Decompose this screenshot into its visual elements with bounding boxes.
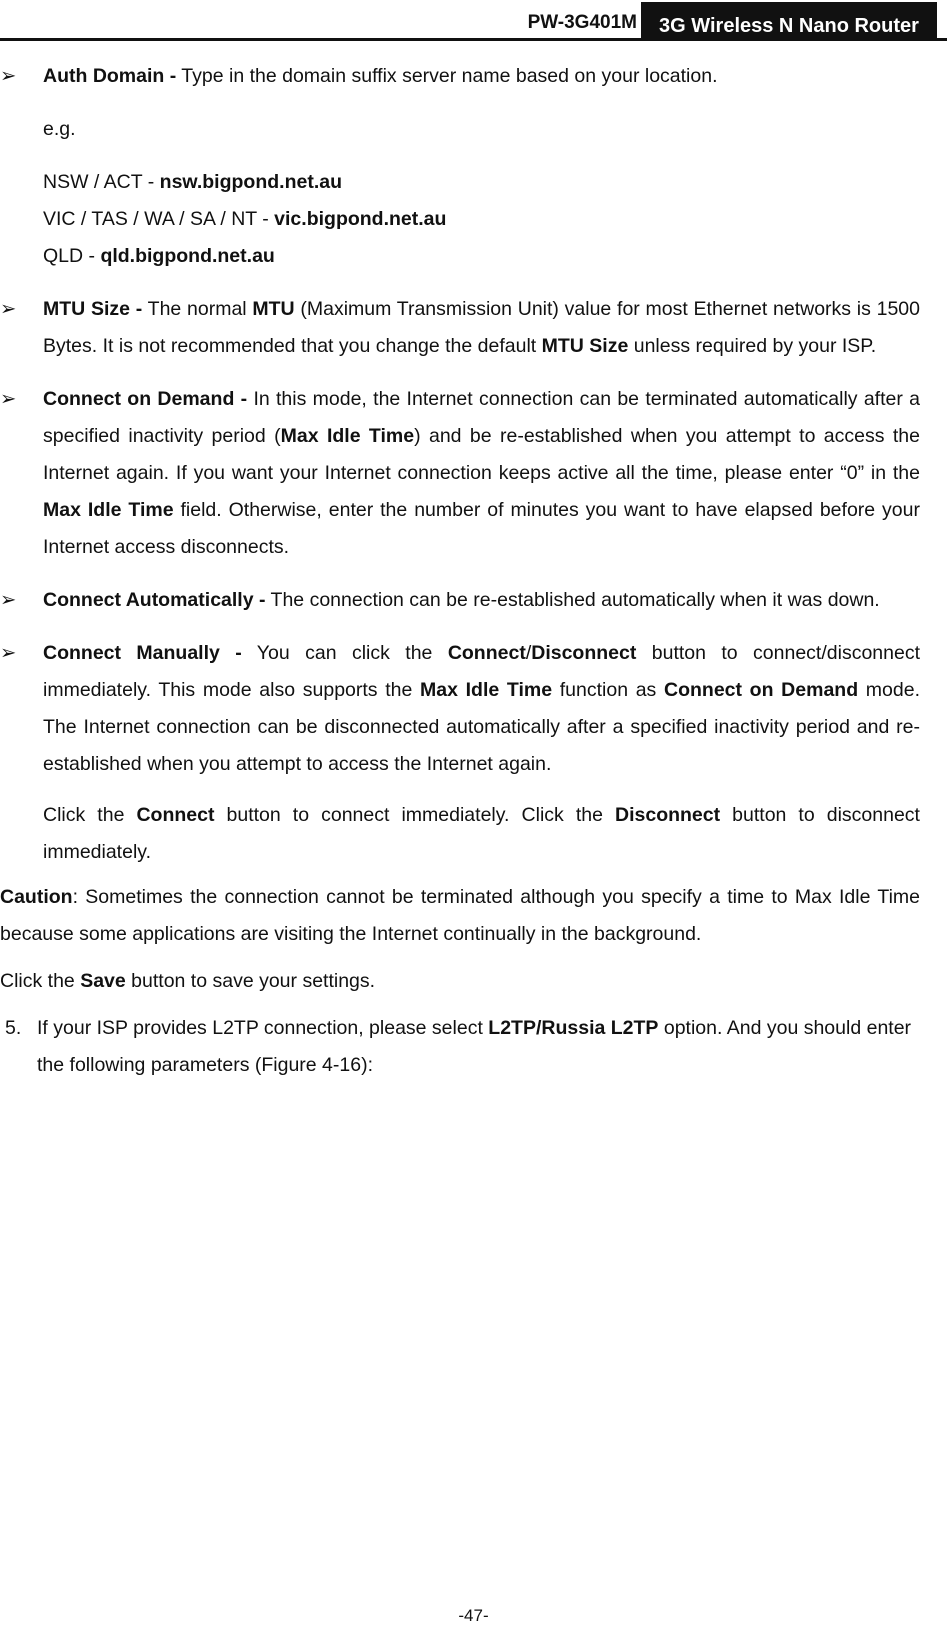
- cc-bold: Disconnect: [615, 804, 721, 826]
- caution-text: : Sometimes the connection cannot be terminated although you specify a time to Max Idle Time because some applications are visiting the Internet continually in the background.: [0, 886, 920, 945]
- connect-manually-term: Connect Manually -: [43, 642, 242, 664]
- header-rule: [0, 38, 947, 41]
- arrow-bullet-icon: ➢: [0, 589, 17, 611]
- cc-bold: Connect: [136, 804, 215, 826]
- example-domain: nsw.bigpond.net.au: [159, 171, 343, 193]
- cm-text: function as: [552, 679, 664, 701]
- cm-bold: Connect on Demand: [664, 679, 859, 701]
- ca-text: The connection can be re-established automatically when it was down.: [265, 589, 880, 611]
- page-header: [0, 0, 947, 42]
- cm-bold: Disconnect: [531, 642, 637, 664]
- caution-label: Caution: [0, 886, 73, 908]
- cod-bold: Max Idle Time: [280, 425, 415, 447]
- example-row: [43, 238, 920, 275]
- example-row: [43, 164, 920, 201]
- cm-bold: Max Idle Time: [420, 679, 553, 701]
- step5-text: If your ISP provides L2TP connection, please select: [37, 1017, 489, 1039]
- auth-domain-term: Auth Domain -: [43, 65, 177, 87]
- cod-bold: Max Idle Time: [43, 499, 174, 521]
- cm-text: You can click the: [241, 642, 448, 664]
- arrow-bullet-icon: ➢: [0, 298, 17, 320]
- step-number: 5.: [5, 1017, 22, 1039]
- arrow-bullet-icon: ➢: [0, 642, 17, 664]
- example-domain: qld.bigpond.net.au: [100, 245, 275, 267]
- connect-on-demand-term: Connect on Demand -: [43, 388, 248, 410]
- example-region: VIC / TAS / WA / SA / NT -: [43, 208, 275, 230]
- auth-domain-desc: Type in the domain suffix server name based on your location.: [176, 65, 718, 87]
- cod-text: field. Otherwise, enter the number of minutes you want to have elapsed before your Internet access disconnects.: [43, 499, 920, 558]
- mtu-text: (Maximum Transmission Unit) value for most Ethernet networks is 1500 Bytes. It is not recommended that you change the default: [43, 298, 920, 357]
- example-row: [43, 201, 920, 238]
- mtu-text: The normal: [142, 298, 253, 320]
- auth-domain-item: [0, 58, 920, 95]
- connect-automatically-term: Connect Automatically -: [43, 589, 266, 611]
- cm-text: button to connect/disconnect immediately. This mode also supports the: [43, 642, 920, 701]
- page-number: -47-: [458, 1606, 489, 1625]
- save-instruction: [0, 963, 920, 1000]
- save-text: button to save your settings.: [125, 970, 376, 992]
- click-connect-note: [0, 797, 920, 871]
- cod-text: In this mode, the Internet connection can be terminated automatically after a specified inactivity period (: [43, 388, 921, 447]
- mtu-size-item: [0, 291, 920, 365]
- cc-text: button to connect immediately. Click the: [214, 804, 615, 826]
- connect-automatically-item: [0, 582, 920, 619]
- caution-note: [0, 879, 920, 953]
- example-region: NSW / ACT -: [43, 171, 160, 193]
- cm-text: /: [525, 642, 532, 664]
- cc-text: button to disconnect immediately.: [43, 804, 920, 863]
- arrow-bullet-icon: ➢: [0, 65, 17, 87]
- step5-text: option. And you should enter the following parameters (Figure 4-16):: [37, 1017, 912, 1076]
- mtu-term: MTU Size -: [43, 298, 143, 320]
- cod-text: ) and be re-established when you attempt to access the Internet again. If you want your Internet connection keeps active all the time, please enter “0” in the: [43, 425, 921, 484]
- cm-bold: Connect: [447, 642, 526, 664]
- connect-manually-item: [0, 635, 920, 783]
- mtu-bold: MTU Size: [541, 335, 629, 357]
- cc-text: Click the: [43, 804, 137, 826]
- header-product: 3G Wireless N Nano Router: [641, 2, 937, 40]
- mtu-text: unless required by your ISP.: [628, 335, 877, 357]
- example-region: QLD -: [43, 245, 101, 267]
- domain-examples: [0, 111, 920, 275]
- save-bold: Save: [80, 970, 126, 992]
- example-domain: vic.bigpond.net.au: [274, 208, 447, 230]
- examples-label: e.g.: [43, 118, 76, 140]
- step5-bold: L2TP/Russia L2TP: [488, 1017, 659, 1039]
- save-text: Click the: [0, 970, 81, 992]
- connect-on-demand-item: [0, 381, 920, 566]
- arrow-bullet-icon: ➢: [0, 388, 17, 410]
- mtu-bold: MTU: [252, 298, 295, 320]
- cm-text: mode. The Internet connection can be disconnected automatically after a specified inactivity period and re-established when you attempt to access the Internet again.: [43, 679, 920, 775]
- step-5: [0, 1010, 920, 1084]
- header-model: PW-3G401M: [527, 12, 637, 33]
- page-content: [0, 58, 920, 1084]
